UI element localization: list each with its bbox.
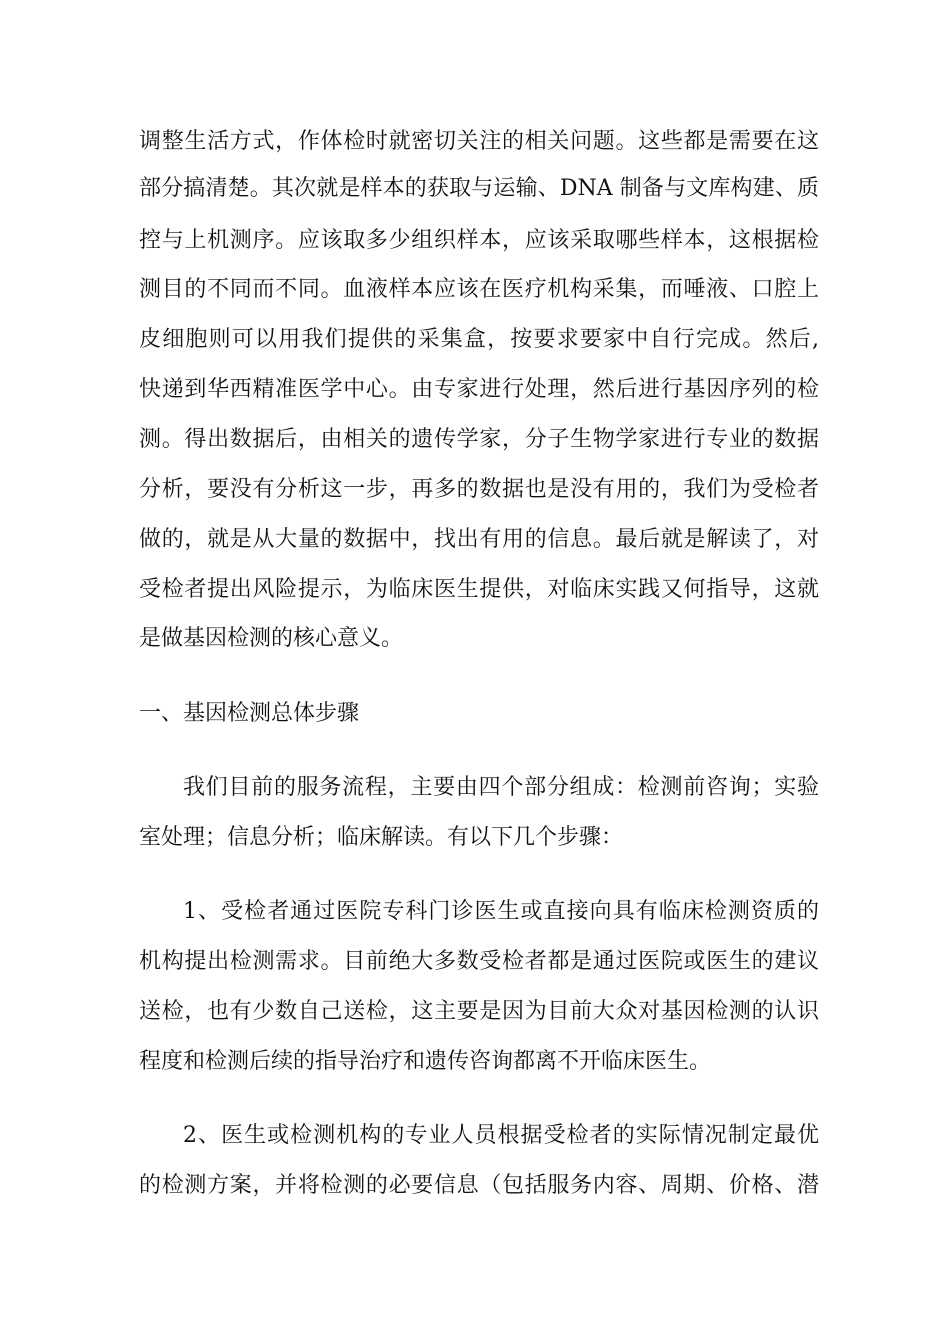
- text-line: 快递到华西精准医学中心。由专家进行处理，然后进行基因序列的检: [139, 377, 819, 402]
- text-line: 机构提出检测需求。目前绝大多数受检者都是通过医院或医生的建议: [139, 949, 819, 974]
- text-line: 受检者提出风险提示，为临床医生提供，对临床实践又何指导，这就: [139, 577, 819, 602]
- text-line: 测目的不同而不同。血液样本应该在医疗机构采集，而唾液、口腔上: [139, 277, 819, 302]
- text-line: 室处理；信息分析；临床解读。有以下几个步骤：: [139, 825, 624, 850]
- text-line: 的检测方案，并将检测的必要信息（包括服务内容、周期、价格、潜: [139, 1173, 819, 1198]
- text-line: 我们目前的服务流程，主要由四个部分组成：检测前咨询；实验: [183, 775, 819, 800]
- text-line: 控与上机测序。应该取多少组织样本，应该采取哪些样本，这根据检: [139, 228, 819, 253]
- text-line: 是做基因检测的核心意义。: [139, 626, 404, 651]
- text-line: 1、受检者通过医院专科门诊医生或直接向具有临床检测资质的: [183, 899, 819, 924]
- text-line: 皮细胞则可以用我们提供的采集盒，按要求要家中自行完成。然后,: [139, 327, 819, 352]
- text-line: 2、医生或检测机构的专业人员根据受检者的实际情况制定最优: [183, 1123, 819, 1148]
- text-line: 测。得出数据后，由相关的遗传学家，分子生物学家进行专业的数据: [139, 427, 819, 452]
- text-line: 部分搞清楚。其次就是样本的获取与运输、DNA 制备与文库构建、质: [139, 176, 819, 201]
- text-line: 做的，就是从大量的数据中，找出有用的信息。最后就是解读了，对: [139, 527, 819, 552]
- section-heading: 一、基因检测总体步骤: [139, 701, 360, 726]
- text-line: 送检，也有少数自己送检，这主要是因为目前大众对基因检测的认识: [139, 999, 819, 1024]
- text-line: 调整生活方式，作体检时就密切关注的相关问题。这些都是需要在这: [139, 129, 819, 154]
- text-line: 程度和检测后续的指导治疗和遗传咨询都离不开临床医生。: [139, 1049, 712, 1074]
- text-line: 分析，要没有分析这一步，再多的数据也是没有用的，我们为受检者: [139, 477, 819, 502]
